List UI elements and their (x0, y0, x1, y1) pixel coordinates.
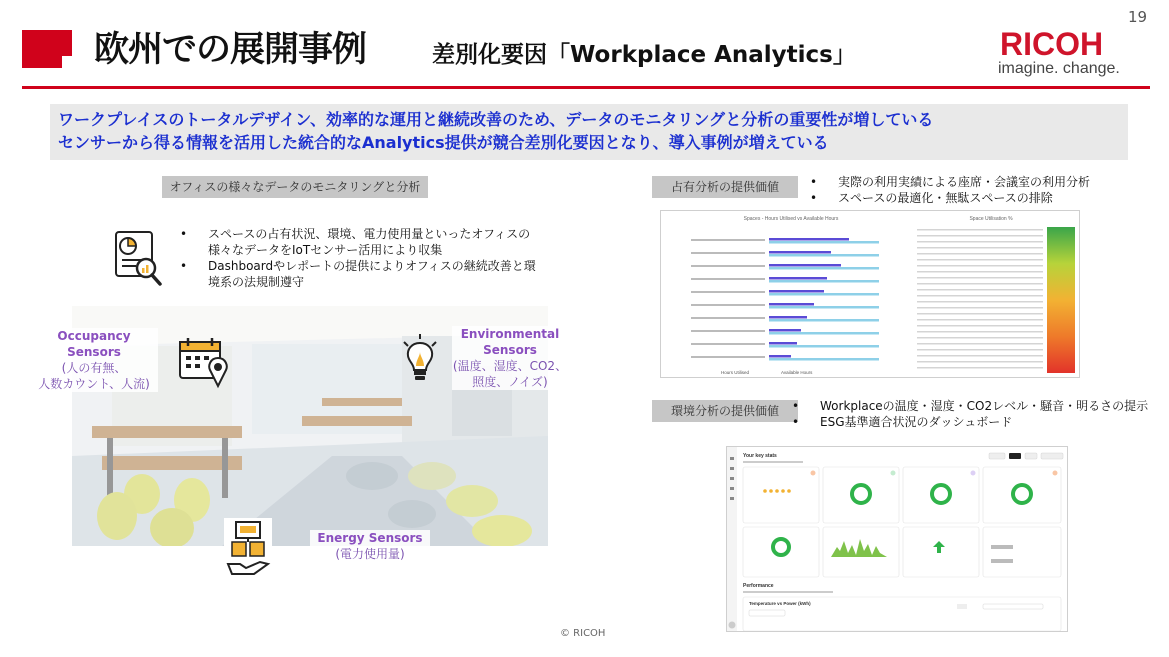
environment-dashboard-screenshot (726, 446, 1068, 632)
environment-value-bullet-2: • ESG基準適合状況のダッシュボード (790, 414, 1160, 430)
occupancy-sensor-title: Occupancy Sensors (57, 329, 131, 359)
occupancy-sensor-desc-1: (人の有無、 (61, 361, 127, 375)
office-bullet-1: • スペースの占有状況、環境、電力使用量といったオフィスの様々なデータをIoTセンサー活用により収集 (178, 226, 538, 258)
occupancy-sensor-label (30, 328, 158, 392)
environmental-sensor-title-2: Sensors (483, 343, 537, 357)
page-number: 19 (1128, 8, 1148, 26)
utilisation-bars (769, 238, 879, 361)
energy-sensor-label (310, 530, 430, 562)
occupancy-sensor-desc-2: 人数カウント、人流) (38, 377, 150, 391)
occupancy-value-tag: 占有分析の提供価値 (652, 176, 798, 198)
title-accent-notch (62, 56, 78, 70)
header-divider (22, 86, 1150, 89)
environmental-sensor-title-1: Environmental (460, 327, 560, 341)
occupancy-value-bullet-2: • スペースの最適化・無駄スペースの排除 (808, 190, 1148, 206)
temp-power-chart-label: Temperature vs Power (kWh) (749, 601, 811, 606)
environment-value-bullet-1: • Workplaceの温度・湿度・CO2レベル・騒音・明るさの提示 (790, 398, 1160, 414)
page-title: 欧州での展開事例 (94, 30, 367, 70)
utilisation-heat-column (1047, 227, 1075, 373)
ricoh-logo: RICOH (1000, 26, 1104, 62)
utilisation-table-title: Space Utilisation % (969, 216, 1013, 222)
stat-cards-row-2 (743, 527, 1061, 577)
environmental-sensor-label (452, 326, 568, 390)
dashboard-title: Your key stats (743, 453, 777, 459)
analytics-report-icon (112, 228, 164, 288)
energy-sensor-desc: (電力使用量) (335, 547, 405, 561)
environmental-sensor-desc-2: 照度、ノイズ) (472, 375, 548, 389)
utilisation-chart-title: Spaces - Hours Utilised vs Available Hours (743, 216, 839, 222)
space-utilisation-screenshot (660, 210, 1080, 378)
occupancy-value-bullets (808, 174, 1148, 206)
environmental-sensor-desc-1: (温度、湿度、CO2、 (452, 359, 568, 373)
stat-cards-row-1 (743, 467, 1061, 523)
energy-meter-icon (224, 518, 272, 576)
utilisation-table-rows (917, 229, 1043, 369)
legend-available-hours: Available Hours (781, 370, 813, 375)
office-bullet-2: • Dashboardやレポートの提供によりオフィスの継続改善と環境系の法規制遵守 (178, 258, 538, 290)
summary-line-2: センサーから得る情報を活用した統合的なAnalytics提供が競合差別化要因となり、導入事例が増えている (58, 133, 829, 152)
legend-hours-utilised: Hours Utilised (721, 370, 750, 375)
energy-sensor-title: Energy Sensors (317, 531, 423, 545)
office-monitoring-tag: オフィスの様々なデータのモニタリングと分析 (162, 176, 428, 198)
environment-value-bullets (790, 398, 1160, 430)
copyright-footer: © RICOH (560, 628, 606, 639)
calendar-pin-icon (176, 336, 236, 390)
ricoh-tagline: imagine. change. (998, 60, 1120, 77)
occupancy-value-bullet-1: • 実際の利用実績による座席・会議室の利用分析 (808, 174, 1148, 190)
page-subtitle: 差別化要因「Workplace Analytics」 (432, 42, 856, 68)
performance-section-title: Performance (743, 583, 774, 589)
summary-line-1: ワークプレイスのトータルデザイン、効率的な運用と継続改善のため、データのモニタリングと分析の重要性が増している (58, 110, 934, 129)
office-bullets (178, 226, 538, 290)
lightbulb-icon (400, 334, 440, 382)
environment-value-tag: 環境分析の提供価値 (652, 400, 798, 422)
summary-banner (50, 104, 1128, 160)
